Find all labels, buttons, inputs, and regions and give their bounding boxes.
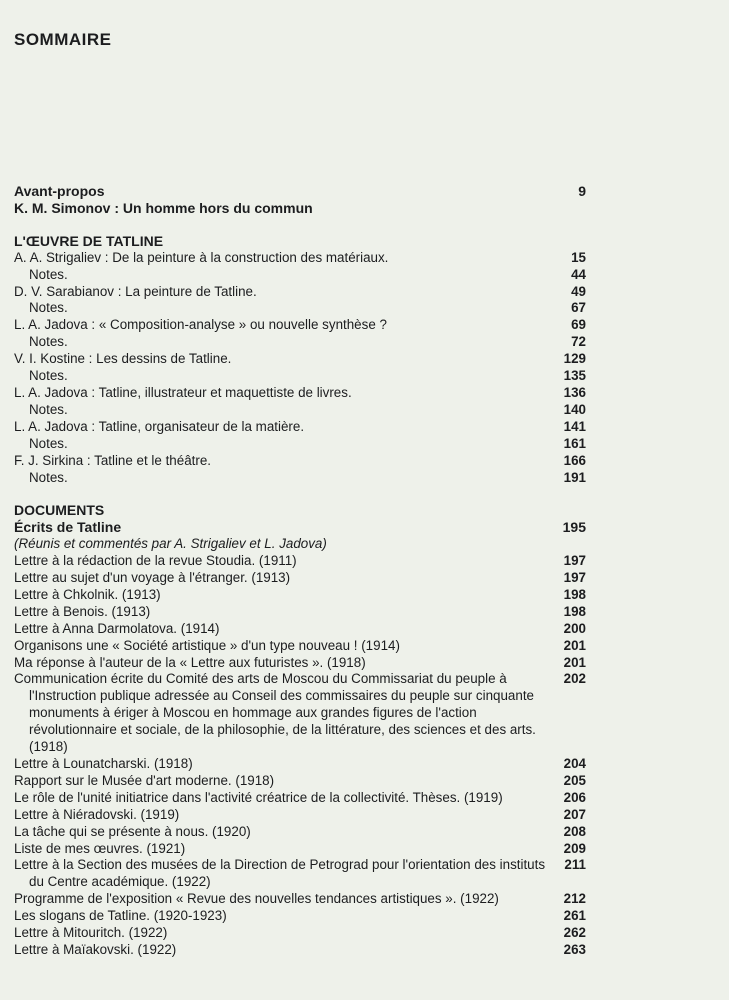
entry-page: 191: [563, 469, 586, 485]
toc-entry[interactable]: [14, 200, 586, 217]
entry-title: La tâche qui se présente à nous. (1920): [14, 823, 251, 839]
toc-entry[interactable]: [14, 284, 586, 301]
toc-entry[interactable]: [14, 925, 586, 942]
toc-entry[interactable]: [14, 891, 586, 908]
toc-entry[interactable]: [14, 604, 586, 621]
entry-page: 207: [563, 806, 586, 822]
entry-page: 204: [563, 756, 586, 771]
entry-page: 208: [563, 823, 586, 839]
toc-entry[interactable]: [14, 790, 586, 807]
entry-title: L. A. Jadova : « Composition-analyse » ou nouvelle synthèse ?: [14, 317, 387, 333]
entry-page: 197: [563, 570, 586, 586]
toc-entry[interactable]: [14, 587, 586, 604]
entry-title: V. I. Kostine : Les dessins de Tatline.: [14, 351, 232, 367]
entry-title: Lettre à la Section des musées de la Direction de Petrograd pour l'orientation des instituts du Centre académique. (1922): [14, 857, 546, 890]
entry-page: 202: [563, 671, 586, 687]
entry-page: 49: [571, 283, 586, 299]
entry-page: 197: [563, 553, 586, 569]
toc-entry[interactable]: [14, 841, 586, 858]
entry-title: Organisons une « Société artistique » d'un type nouveau ! (1914): [14, 637, 400, 653]
toc-entry[interactable]: [14, 655, 586, 672]
entry-title: F. J. Sirkina : Tatline et le théâtre.: [14, 452, 211, 468]
entry-title: Communication écrite du Comité des arts de Moscou du Commissariat du peuple à l'Instruction publique adressée au Conseil des commissaires du peuple sur cinquante monuments à ériger à Moscou en hommage aux grandes figures de l'action révolutionnaire et sociale, de la philosophie, de la littérature, des sciences et des arts. (1918): [14, 671, 536, 755]
entry-title: L. A. Jadova : Tatline, organisateur de la matière.: [14, 418, 305, 434]
entry-page: 136: [563, 384, 586, 400]
entry-title: Le rôle de l'unité initiatrice dans l'activité créatrice de la collectivité. Thèses. (1919): [14, 789, 503, 805]
entry-title: Lettre à Chkolnik. (1913): [14, 586, 161, 602]
documents-section: [14, 553, 586, 959]
entry-page: 198: [563, 603, 586, 619]
toc-entry[interactable]: [14, 621, 586, 638]
entry-title: Écrits de Tatline: [14, 519, 122, 536]
entry-page: 72: [571, 334, 586, 350]
entry-title: Notes.: [29, 469, 68, 485]
entry-page: 262: [563, 925, 586, 941]
toc-entry[interactable]: [14, 436, 586, 453]
toc-entry[interactable]: [14, 300, 586, 317]
table-of-contents: [14, 183, 586, 959]
entry-title: L. A. Jadova : Tatline, illustrateur et maquettiste de livres.: [14, 384, 352, 400]
entry-title: Programme de l'exposition « Revue des nouvelles tendances artistiques ». (1922): [14, 891, 499, 907]
toc-entry[interactable]: [14, 519, 586, 536]
entry-page: 135: [563, 368, 586, 384]
entry-title: Rapport sur le Musée d'art moderne. (1918): [14, 772, 275, 788]
entry-page: 209: [563, 840, 586, 856]
entry-page: 201: [563, 637, 586, 653]
entry-page: 200: [563, 620, 586, 636]
entry-page: 140: [563, 401, 586, 417]
toc-entry[interactable]: [14, 351, 586, 368]
toc-entry[interactable]: [14, 419, 586, 436]
entry-page: 198: [563, 586, 586, 602]
entry-page: 195: [562, 519, 586, 536]
toc-entry[interactable]: [14, 671, 586, 756]
page-title: SOMMAIRE: [14, 30, 112, 49]
entry-title: Lettre au sujet d'un voyage à l'étranger. (1913): [14, 570, 291, 586]
entry-page: 263: [563, 941, 586, 957]
entry-page: 206: [563, 789, 586, 805]
entry-title: Lettre à Mitouritch. (1922): [14, 925, 168, 941]
entry-title: Lettre à Niéradovski. (1919): [14, 806, 180, 822]
entry-title: Avant-propos: [14, 183, 105, 199]
entry-page: 166: [563, 452, 586, 468]
toc-entry[interactable]: [14, 470, 586, 487]
toc-entry[interactable]: [14, 638, 586, 655]
entry-page: 205: [563, 772, 586, 788]
entry-page: 9: [578, 183, 586, 199]
documents-heading: DOCUMENTS: [14, 502, 105, 519]
toc-entry[interactable]: [14, 857, 586, 891]
entry-page: 201: [563, 654, 586, 670]
entry-page: 261: [563, 908, 586, 924]
entry-title: Notes.: [29, 401, 68, 417]
editor-note: (Réunis et commentés par A. Strigaliev et L. Jadova): [14, 536, 327, 552]
toc-entry[interactable]: [14, 250, 586, 267]
toc-entry[interactable]: [14, 570, 586, 587]
entry-title: Notes.: [29, 334, 68, 350]
entry-title: A. A. Strigaliev : De la peinture à la construction des matériaux.: [14, 249, 389, 265]
toc-entry[interactable]: [14, 334, 586, 351]
oeuvre-section: [14, 250, 586, 487]
entry-title: Notes.: [29, 368, 68, 384]
toc-entry[interactable]: [14, 553, 586, 570]
oeuvre-heading: L'ŒUVRE DE TATLINE: [14, 232, 164, 249]
toc-entry[interactable]: [14, 756, 586, 773]
entry-page: 67: [571, 300, 586, 316]
entry-page: 44: [571, 266, 586, 282]
toc-entry[interactable]: [14, 368, 586, 385]
toc-entry[interactable]: [14, 402, 586, 419]
toc-entry[interactable]: [14, 773, 586, 790]
entry-title: Notes.: [29, 300, 68, 316]
toc-entry[interactable]: [14, 824, 586, 841]
intro-section: [14, 183, 586, 217]
entry-title: Les slogans de Tatline. (1920-1923): [14, 908, 227, 924]
toc-entry[interactable]: [14, 183, 586, 200]
toc-entry[interactable]: [14, 267, 586, 284]
entry-page: 69: [571, 317, 586, 333]
toc-entry[interactable]: [14, 453, 586, 470]
entry-page: 141: [563, 418, 586, 434]
toc-entry[interactable]: [14, 807, 586, 824]
toc-entry[interactable]: [14, 317, 586, 334]
entry-title: Lettre à la rédaction de la revue Stoudia. (1911): [14, 553, 297, 569]
entry-page: 212: [563, 891, 586, 907]
entry-page: 161: [563, 435, 586, 451]
entry-title: D. V. Sarabianov : La peinture de Tatline.: [14, 283, 257, 299]
toc-entry[interactable]: [14, 908, 586, 925]
entry-page: 129: [563, 351, 586, 367]
entry-title: Lettre à Lounatcharski. (1918): [14, 756, 193, 771]
entry-title: K. M. Simonov : Un homme hors du commun: [14, 199, 313, 216]
entry-page: 15: [571, 249, 586, 265]
entry-title: Lettre à Benois. (1913): [14, 603, 151, 619]
entry-title: Ma réponse à l'auteur de la « Lettre aux futuristes ». (1918): [14, 654, 366, 670]
entry-title: Notes.: [29, 266, 68, 282]
entry-title: Notes.: [29, 435, 68, 451]
entry-title: Liste de mes œuvres. (1921): [14, 840, 186, 856]
entry-page: 211: [564, 857, 586, 873]
entry-title: Lettre à Anna Darmolatova. (1914): [14, 620, 220, 636]
toc-entry[interactable]: [14, 385, 586, 402]
toc-entry[interactable]: [14, 942, 586, 959]
entry-title: Lettre à Maïakovski. (1922): [14, 941, 177, 957]
